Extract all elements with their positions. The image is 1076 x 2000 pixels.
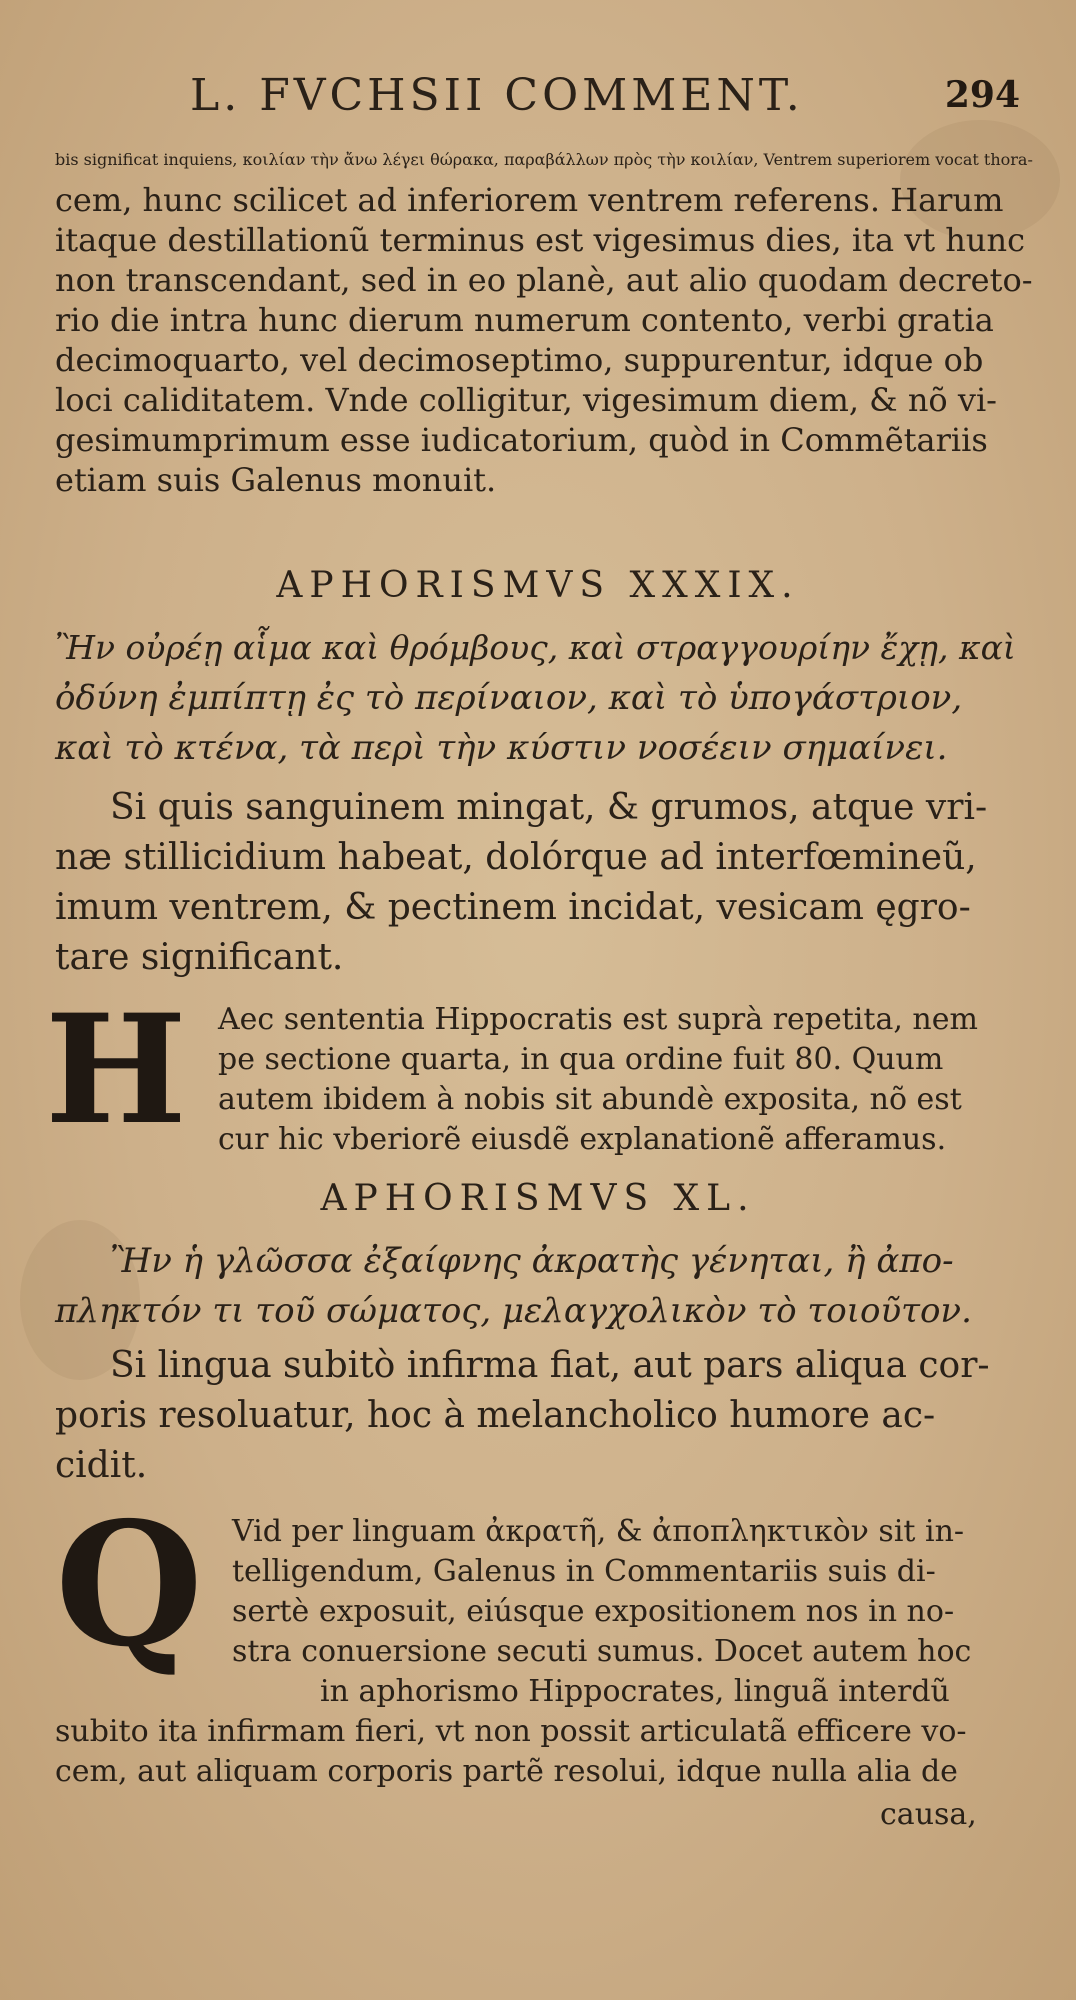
comment-line: stra conuersione secuti sumus. Docet autem hoc [232, 1634, 972, 1669]
text-line: itaque destillationũ terminus est vigesimus dies, ita vt hunc [55, 221, 1026, 259]
latin-line: poris resoluatur, hoc à melancholico humore ac- [55, 1395, 936, 1436]
text-line: loci caliditatem. Vnde colligitur, vigesimum diem, & nõ vi- [55, 381, 997, 419]
latin-line: tare significant. [55, 937, 344, 978]
page-header [50, 70, 1020, 130]
comment-line: autem ibidem à nobis sit abundè exposita, nõ est [218, 1082, 962, 1117]
comment-line: Vid per linguam ἀκρατῆ, & ἀποπληκτικὸν sit in- [232, 1514, 965, 1549]
latin-line: næ stillicidium habeat, dolórque ad interfœmineũ, [55, 837, 977, 878]
comment-line: pe sectione quarta, in qua ordine fuit 80. Quum [218, 1042, 944, 1077]
latin-line: Si lingua subitò infirma fiat, aut pars aliqua cor- [110, 1345, 990, 1386]
greek-line: ὀδύνη ἐμπίπτῃ ἐς τὸ περίναιον, καὶ τὸ ὑπογάστριον, [55, 678, 963, 718]
text-line: non transcendant, sed in eo planè, aut alio quodam decreto- [55, 261, 1033, 299]
comment-line: cur hic vberiorẽ eiusdẽ explanationẽ afferamus. [218, 1122, 947, 1157]
running-head: L. FVCHSII COMMENT. [190, 70, 804, 121]
text-line: decimoquarto, vel decimoseptimo, suppurentur, idque ob [55, 341, 984, 379]
text-line: gesimumprimum esse iudicatorium, quòd in Commẽtariis [55, 421, 988, 459]
text-line: etiam suis Galenus monuit. [55, 461, 497, 499]
page-number: 294 [944, 74, 1020, 116]
greek-line: Ἢν οὐρέῃ αἷμα καὶ θρόμβους, καὶ στραγγουρίην ἔχῃ, καὶ [55, 628, 1016, 667]
latin-line: cidit. [55, 1445, 148, 1486]
comment-line: cem, aut aliquam corporis partẽ resolui, idque nulla alia de [55, 1754, 958, 1789]
text-line: bis significat inquiens, κοιλίαν τὴν ἄνω λέγει θώρακα, παραβάλλων πρὸς τὴν κοιλίαν, Ventrem superiorem vocat thora- [55, 150, 1033, 169]
text-line: cem, hunc scilicet ad inferiorem ventrem referens. Harum [55, 181, 1004, 219]
greek-line: Ἢν ἡ γλῶσσα ἐξαίφνης ἀκρατὴς γένηται, ἢ ἀπο- [110, 1241, 954, 1281]
comment-line: telligendum, Galenus in Commentariis suis di- [232, 1554, 936, 1589]
greek-line: πληκτόν τι τοῦ σώματος, μελαγχολικὸν τὸ τοιοῦτον. [55, 1291, 972, 1331]
comment-line: subito ita infirmam fieri, vt non possit articulatã efficere vo- [55, 1714, 967, 1749]
drop-cap-initial: H [45, 982, 187, 1158]
catchword: causa, [880, 1797, 977, 1832]
comment-line: in aphorismo Hippocrates, linguã interdũ [320, 1674, 950, 1709]
latin-line: imum ventrem, & pectinem incidat, vesicam ęgro- [55, 887, 971, 928]
aphorism-heading: APHORISMVS XL. [320, 1178, 756, 1219]
comment-line: sertè exposuit, eiúsque expositionem nos in no- [232, 1594, 955, 1629]
latin-line: Si quis sanguinem mingat, & grumos, atque vri- [110, 787, 988, 828]
comment-line: Aec sententia Hippocratis est suprà repetita, nem [218, 1002, 978, 1037]
drop-cap-initial: Q [55, 1485, 204, 1685]
greek-line: καὶ τὸ κτένα, τὰ περὶ τὴν κύστιν νοσέειν σημαίνει. [55, 728, 948, 768]
text-line: rio die intra hunc dierum numerum contento, verbi gratia [55, 301, 994, 339]
aphorism-heading: APHORISMVS XXXIX. [276, 565, 800, 606]
